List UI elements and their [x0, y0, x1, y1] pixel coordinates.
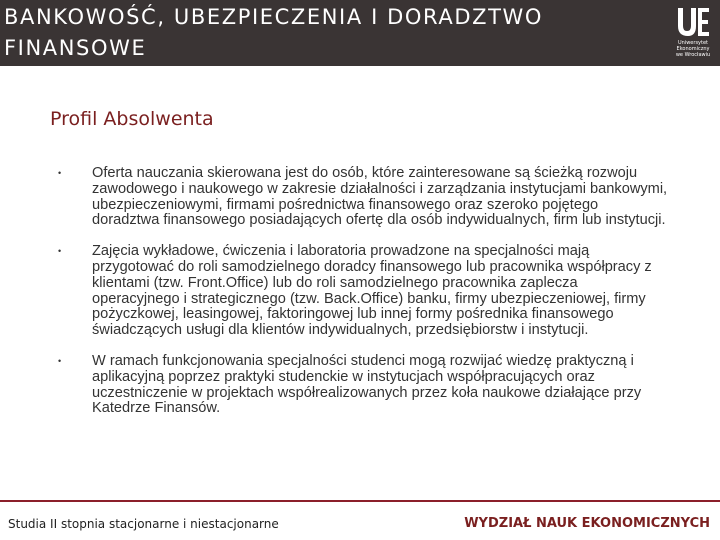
- header-bar: [0, 0, 720, 66]
- university-logo: [670, 6, 716, 62]
- logo-text-line: Ekonomiczny: [676, 46, 710, 52]
- footer-faculty: WYDZIAŁ NAUK EKONOMICZNYCH: [464, 516, 710, 531]
- ue-logo-icon: [676, 6, 710, 38]
- bullet-item: [58, 354, 668, 417]
- logo-text-line: Uniwersytet: [678, 40, 708, 46]
- logo-text-line: we Wrocławiu: [675, 52, 711, 58]
- bullet-text: W ramach funkcjonowania specjalności studenci mogą rozwijać wiedzę praktyczną i aplikacyjną poprzez praktyki studenckie w instytucjach współpracujących oraz uczestniczenie w projektach współrealizowanych przez koła naukowe działające przy Katedrze Finansów.: [92, 352, 642, 417]
- bullet-text: Oferta nauczania skierowana jest do osób, które zainteresowane są ścieżką rozwoju zawodowego i naukowego w zakresie działalności i zarządzania instytucjami bankowymi, ubezpieczeniowymi, firmami pośrednictwa finansowego oraz szeroko pojętego doradztwa finansowego posiadających ofertę dla osób indywidualnych, firm lub instytucji.: [92, 165, 668, 229]
- bullet-item: [58, 166, 668, 229]
- footer-study-mode: Studia II stopnia stacjonarne i niestacjonarne: [8, 517, 279, 531]
- bullet-item: [58, 244, 668, 339]
- bullet-text: Zajęcia wykładowe, ćwiczenia i laboratoria prowadzone na specjalności mają przygotować do roli samodzielnego doradcy finansowego lub pracownika współpracy z klientami (tzw. Front.Office) lub do roli samodzielnego pracownika zaplecza operacyjnego i strategicznego (tzw. Back.Office) banku, firmy ubezpieczeniowej, firmy pożyczkowej, leasingowej, faktoringowej lub innej formy pośrednika finansowego świadczących usługi dla klientów indywidualnych, przedsiębiorstw i instytucji.: [92, 243, 652, 339]
- section-title: Profil Absolwenta: [50, 108, 214, 130]
- bullet-marker: •: [58, 168, 62, 178]
- bullet-marker: •: [58, 246, 62, 257]
- page-title: BANKOWOŚĆ, UBEZPIECZENIA I DORADZTWO FINANSOWE: [4, 5, 544, 60]
- bullet-list: [58, 166, 668, 417]
- bullet-marker: •: [58, 355, 62, 366]
- footer-divider: [0, 500, 720, 502]
